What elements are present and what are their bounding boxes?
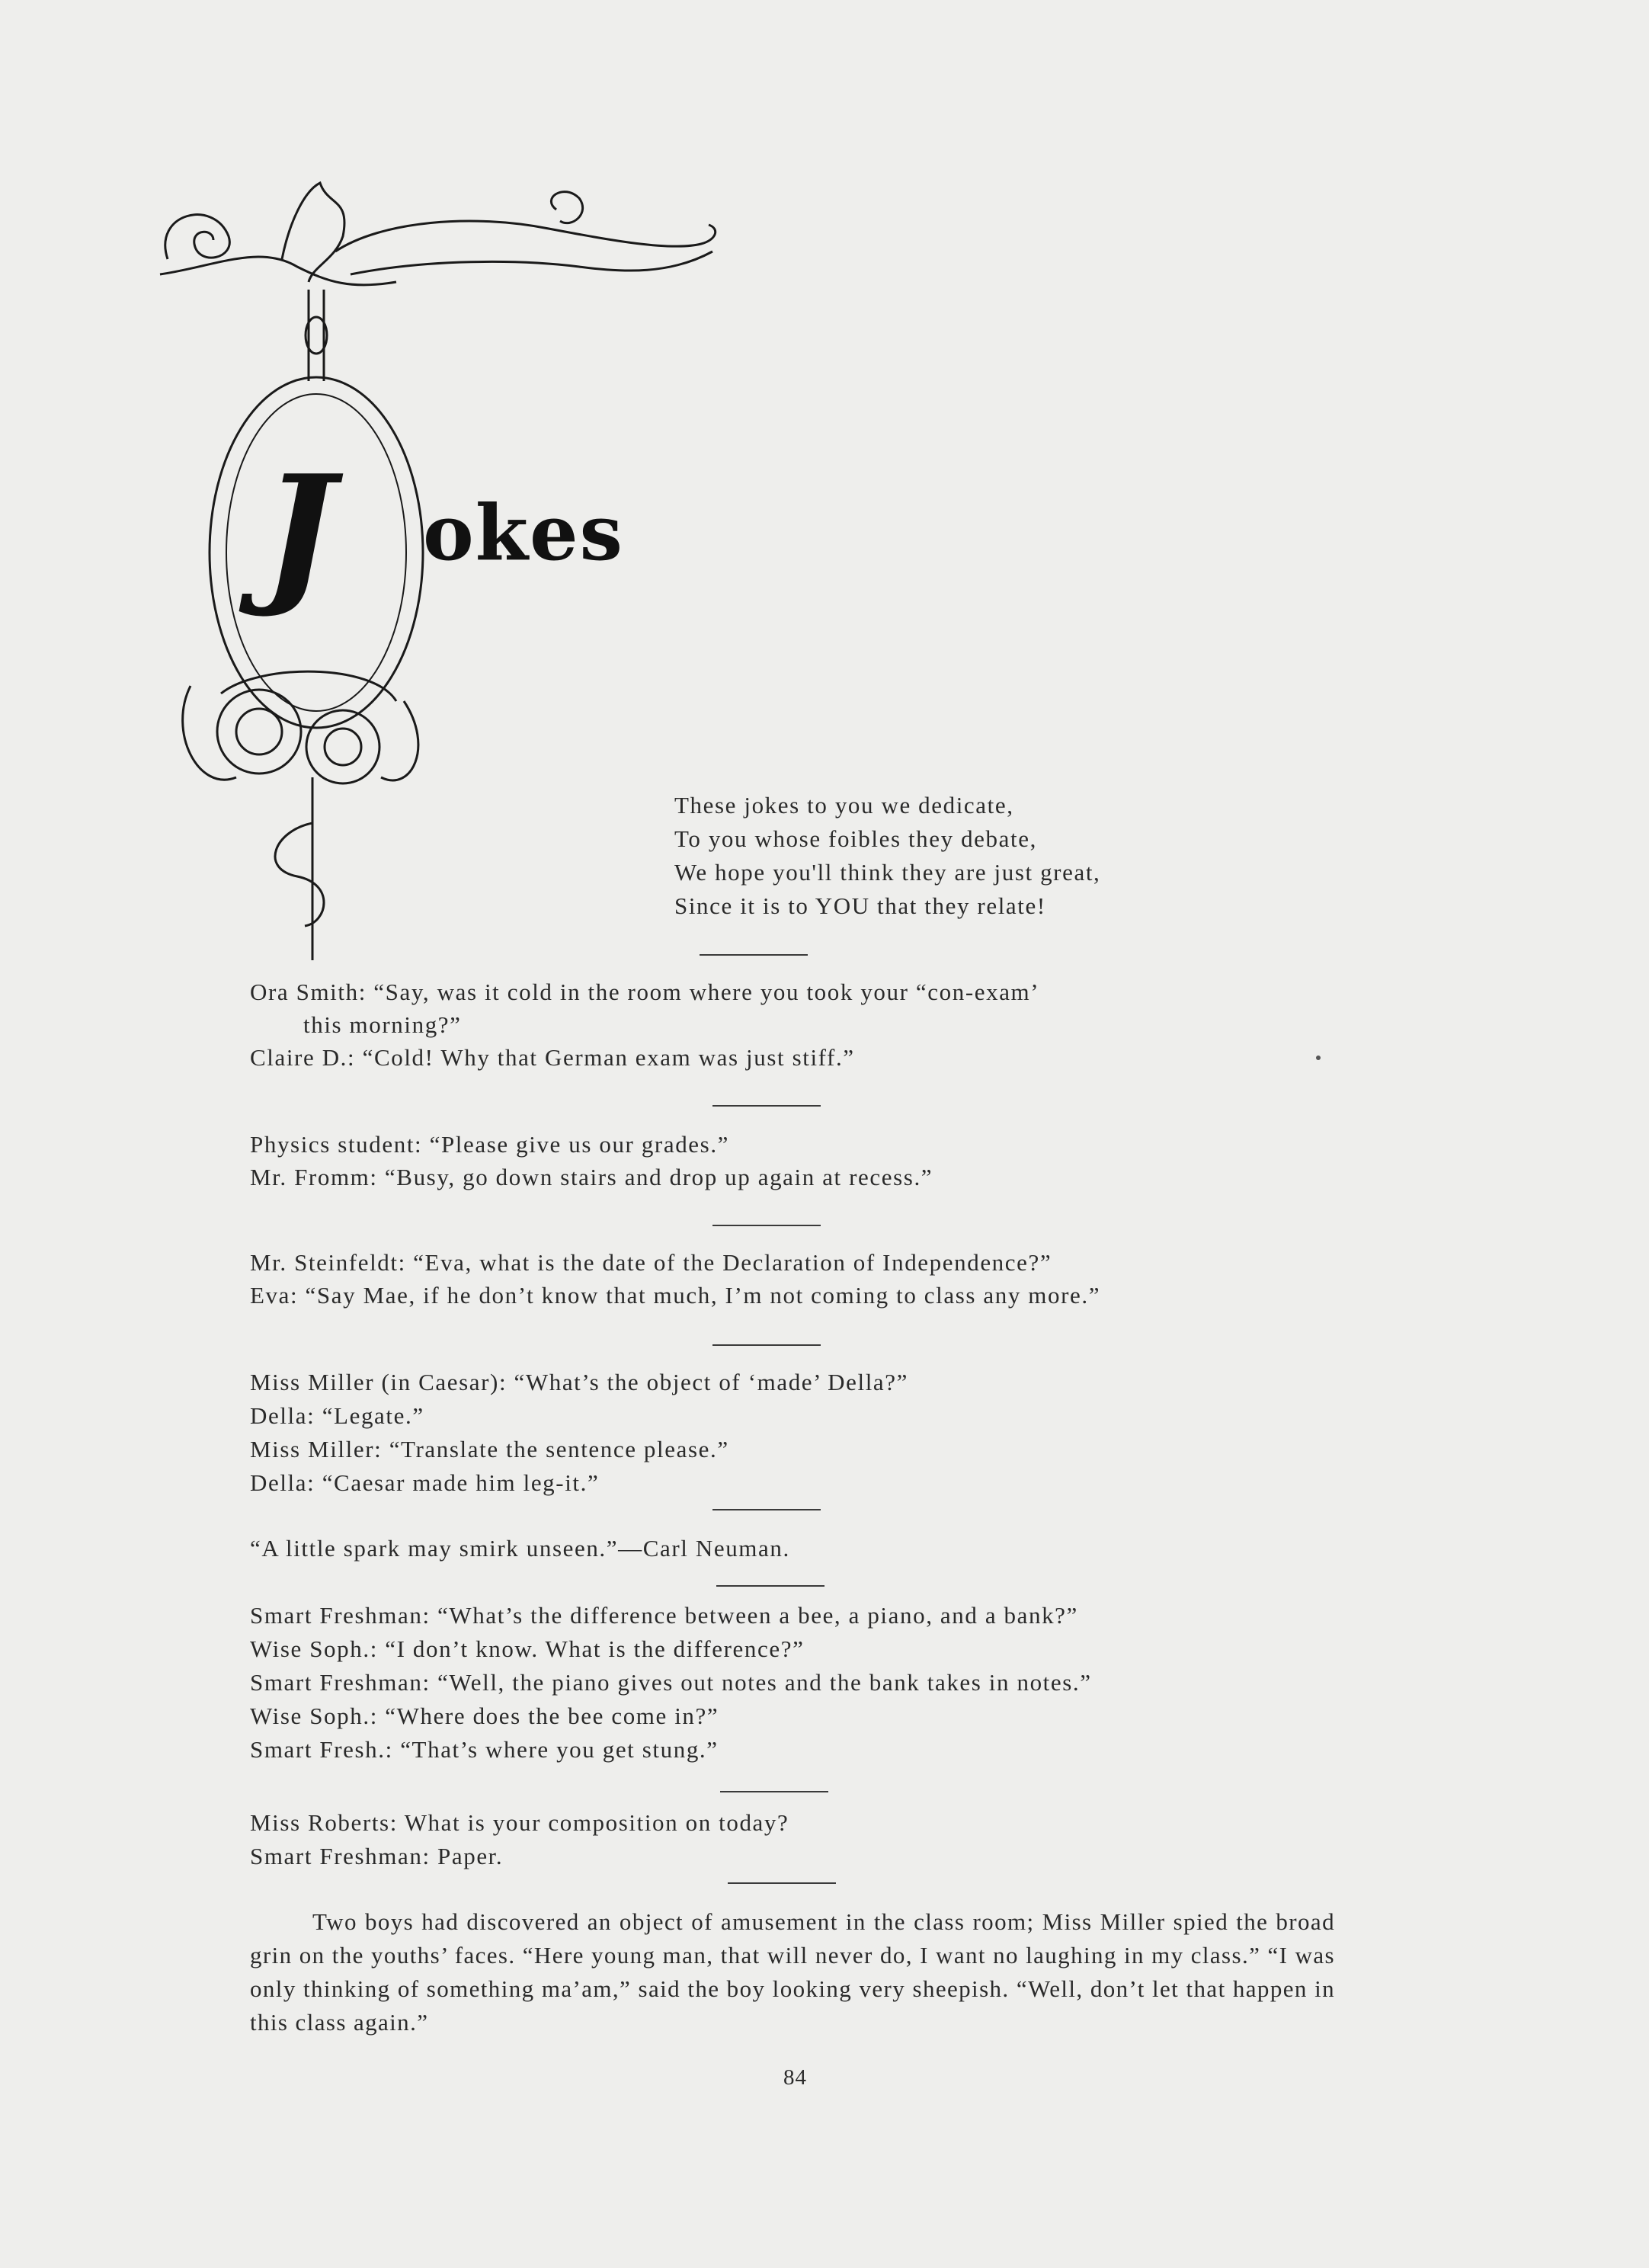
- joke-line: Claire D.: “Cold! Why that German exam was just stiff.”: [250, 1044, 855, 1071]
- joke-line: Smart Fresh.: “That’s where you get stung.”: [250, 1736, 719, 1763]
- divider: [712, 1105, 821, 1107]
- joke-line: Wise Soph.: “I don’t know. What is the difference?”: [250, 1635, 805, 1662]
- joke-line: Smart Freshman: Paper.: [250, 1843, 504, 1869]
- joke-line: Eva: “Say Mae, if he don’t know that much, I’m not coming to class any more.”: [250, 1282, 1101, 1309]
- title-drop-cap: J: [263, 442, 335, 621]
- joke-line: Wise Soph.: “Where does the bee come in?”: [250, 1703, 719, 1729]
- joke-line: “A little spark may smirk unseen.”—Carl Neuman.: [250, 1535, 790, 1562]
- joke-line: Miss Roberts: What is your composition on today?: [250, 1809, 789, 1836]
- verse-line: We hope you'll think they are just great,: [674, 859, 1101, 886]
- anecdote-paragraph: Two boys had discovered an object of amusement in the class room; Miss Miller spied the broad grin on the youths’ faces. “Here young man, that will never do, I want no laughing in my class.” “I was only thinking of something ma’am,” said the boy looking very sheepish. “Well, don’t let that happen in this class again.”: [250, 1908, 1335, 2036]
- page-number: 84: [783, 2065, 807, 2090]
- joke-line: Ora Smith: “Say, was it cold in the room where you took your “con-exam’: [250, 979, 1040, 1005]
- divider: [712, 1509, 821, 1510]
- joke-line: Mr. Fromm: “Busy, go down stairs and drop up again at recess.”: [250, 1164, 933, 1190]
- dedication-verse: [674, 789, 1100, 923]
- joke-line: Smart Freshman: “What’s the difference between a bee, a piano, and a bank?”: [250, 1602, 1078, 1629]
- joke-line: Smart Freshman: “Well, the piano gives out notes and the bank takes in notes.”: [250, 1669, 1092, 1696]
- stray-mark: [1316, 1056, 1321, 1060]
- divider: [712, 1344, 821, 1346]
- divider: [728, 1882, 836, 1884]
- joke-line: Miss Miller (in Caesar): “What’s the object of ‘made’ Della?”: [250, 1369, 908, 1395]
- divider: [720, 1791, 828, 1792]
- verse-line: To you whose foibles they debate,: [674, 825, 1037, 852]
- joke-line: Physics student: “Please give us our grades.”: [250, 1131, 730, 1158]
- divider: [716, 1585, 824, 1587]
- verse-line: Since it is to YOU that they relate!: [674, 892, 1046, 919]
- divider: [712, 1225, 821, 1226]
- joke-line: this morning?”: [303, 1011, 462, 1038]
- divider: [700, 954, 808, 956]
- verse-line: These jokes to you we dedicate,: [674, 792, 1014, 818]
- joke-line: Della: “Legate.”: [250, 1402, 424, 1429]
- joke-line: Della: “Caesar made him leg-it.”: [250, 1469, 600, 1496]
- page-title: okes: [423, 488, 624, 578]
- joke-line: Mr. Steinfeldt: “Eva, what is the date of the Declaration of Independence?”: [250, 1249, 1052, 1276]
- joke-line: Miss Miller: “Translate the sentence please.”: [250, 1436, 729, 1462]
